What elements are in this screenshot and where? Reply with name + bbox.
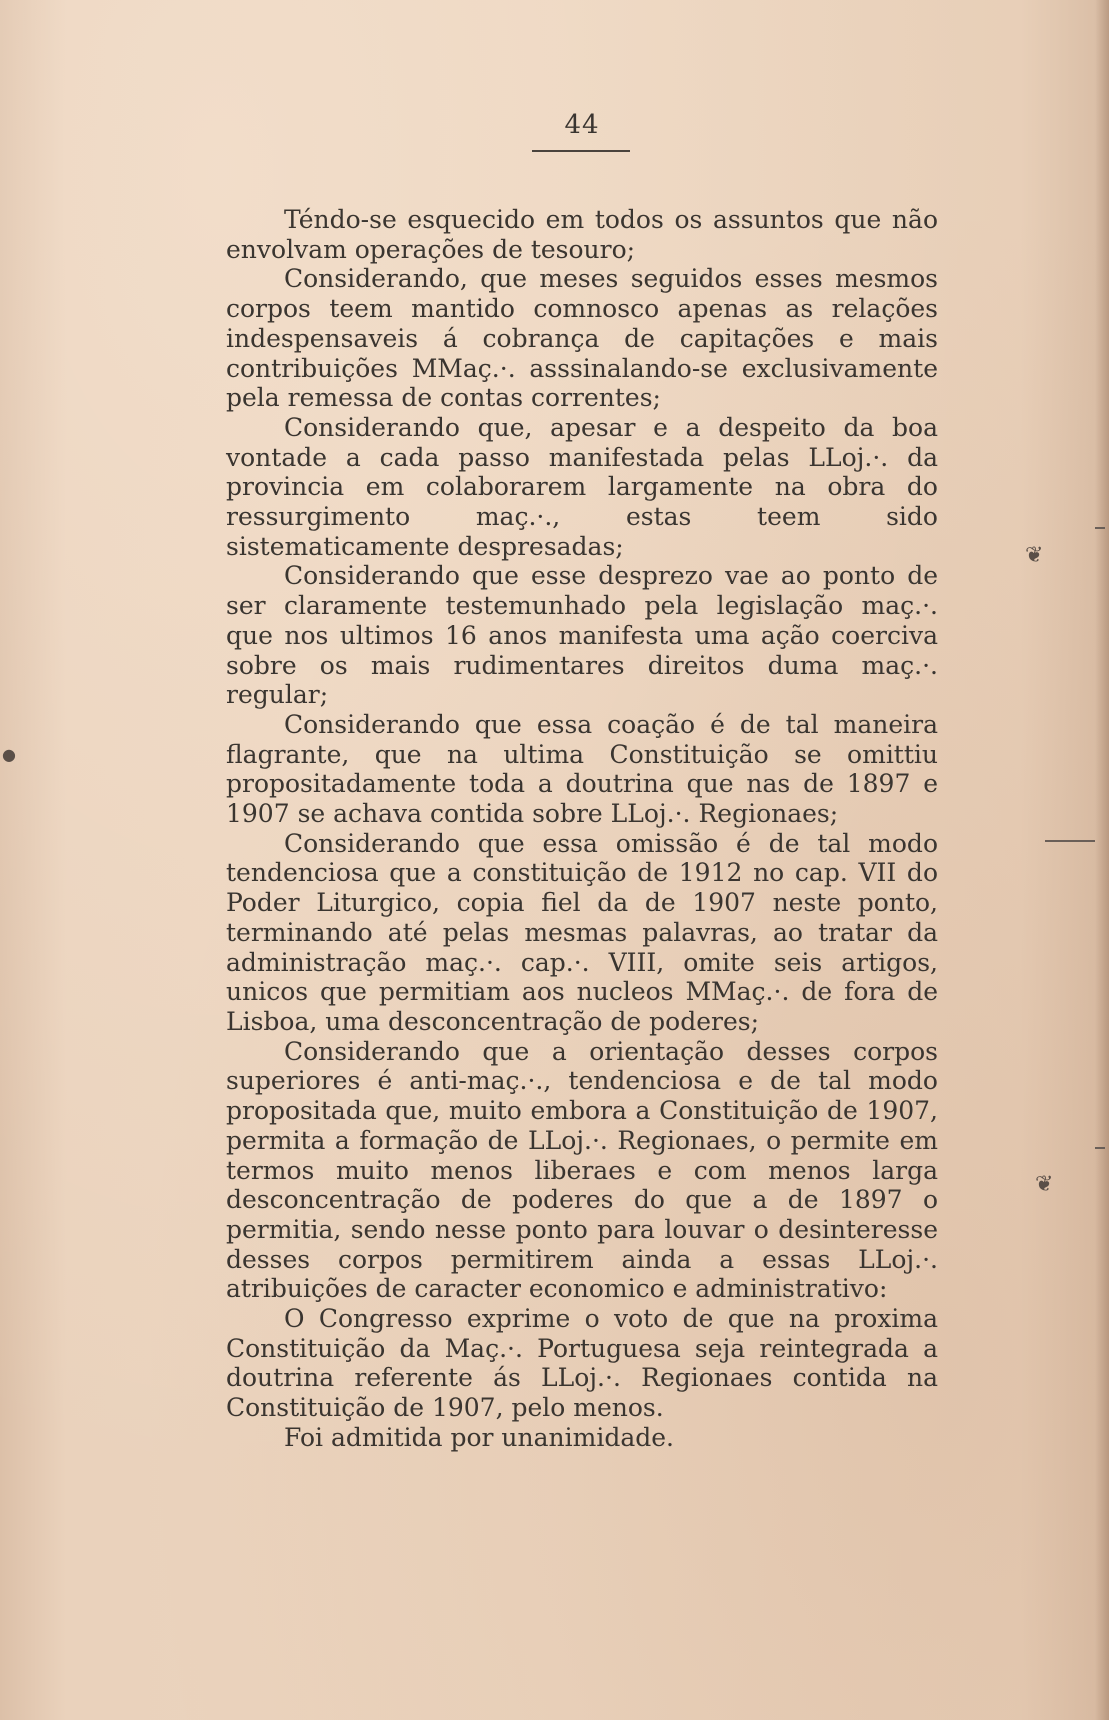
margin-dash-1 (1045, 840, 1095, 842)
margin-stain-1: ❦ (1025, 543, 1044, 568)
margin-dot: ● (2, 745, 16, 764)
paragraph-1: Téndo-se esquecido em todos os assuntos que não envolvam operações de tesouro; (226, 205, 938, 264)
paragraph-8: O Congresso exprime o voto de que na proxima Constituição da Maç.·. Portuguesa seja reintegrada a doutrina referente ás LLoj.·. Regionaes contida na Constituição de 1907, pelo menos. (226, 1304, 938, 1423)
paragraph-2: Considerando, que meses seguidos esses mesmos corpos teem mantido comnosco apenas as relações indespensaveis á cobrança de capitações e mais contribuições MMaç.·. asssinalando-se exclusivamente pela remessa de contas correntes; (226, 264, 938, 413)
margin-dash-3 (1095, 1147, 1105, 1149)
paragraph-9: Foi admitida por unanimidade. (284, 1422, 674, 1452)
page-number-rule (532, 150, 630, 152)
paragraph-7: Considerando que a orientação desses corpos superiores é anti-maç.·., tendenciosa e de tal modo propositada que, muito embora a Constituição de 1907, permita a formação de LLoj.·. Regionaes, o permite em termos muito menos liberaes e com menos larga desconcentração de poderes do que a de 1897 o permitia, sendo nesse ponto para louvar o desinteresse desses corpos permitirem ainda a essas LLoj.·. atribuições de caracter economico e administrativo: (226, 1036, 938, 1304)
body-text (226, 205, 938, 1453)
page-number: 44 (564, 110, 600, 140)
paragraph-6: Considerando que essa omissão é de tal modo tendenciosa que a constituição de 1912 no cap. VII do Poder Liturgico, copia fiel da de 1907 neste ponto, terminando até pelas mesmas palavras, ao tratar da administração maç.·. cap.·. VIII, omite seis artigos, unicos que permitiam aos nucleos MMaç.·. de fora de Lisboa, uma desconcentração de poderes; (226, 828, 938, 1036)
margin-dash-2 (1095, 527, 1105, 529)
margin-stain-2: ❦ (1035, 1172, 1054, 1197)
paragraph-3: Considerando que, apesar e a despeito da boa vontade a cada passo manifestada pelas LLoj.·. da provincia em colaborarem largamente na obra do ressurgimento maç.·., estas teem sido sistematicamente despresadas; (226, 412, 938, 561)
page-edge-shadow (1095, 0, 1109, 1720)
paragraph-5: Considerando que essa coação é de tal maneira flagrante, que na ultima Constituição se omittiu propositadamente toda a doutrina que nas de 1897 e 1907 se achava contida sobre LLoj.·. Regionaes; (226, 709, 938, 829)
paragraph-4: Considerando que esse desprezo vae ao ponto de ser claramente testemunhado pela legislação maç.·. que nos ultimos 16 anos manifesta uma ação coerciva sobre os mais rudimentares direitos duma maç.·. regular; (226, 561, 938, 710)
